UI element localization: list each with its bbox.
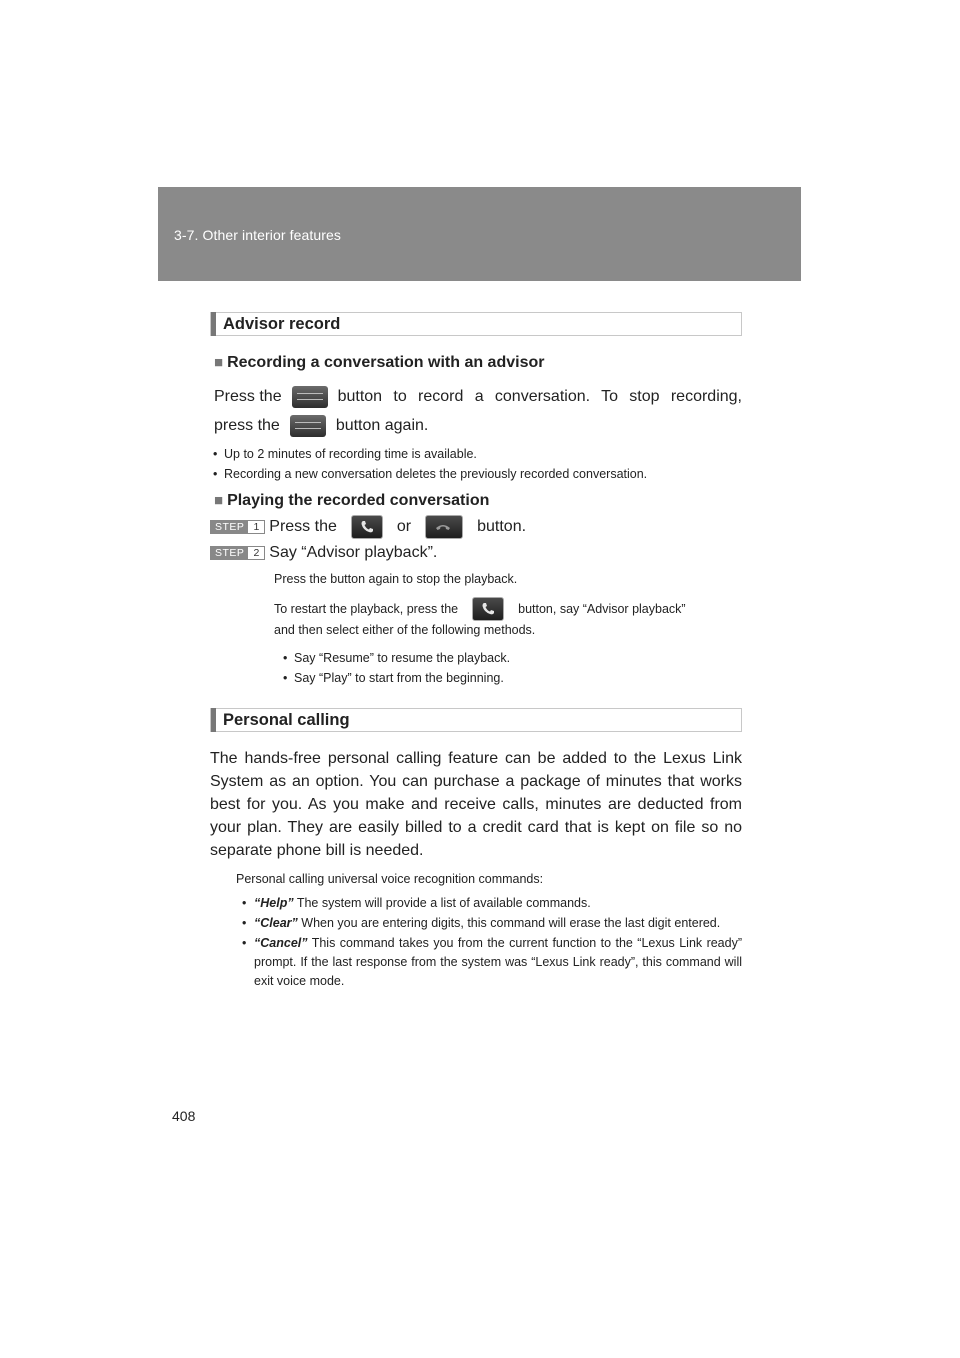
recording-para-part4: button again. <box>335 417 429 434</box>
step2-text: Say “Advisor playback”. <box>269 544 438 561</box>
page-content <box>210 312 742 992</box>
list-item: • Up to 2 minutes of recording time is available. <box>210 444 742 464</box>
service-button-icon <box>292 386 328 408</box>
service-button-icon <box>290 415 326 437</box>
step1-part1: Press the <box>269 518 337 535</box>
recording-paragraph <box>210 382 742 440</box>
list-item: • Recording a new conversation deletes the previously recorded conversation. <box>210 464 742 484</box>
playing-heading <box>210 488 742 514</box>
playback-restart-note: To restart the playback, press the button, say “Advisor playback” and then select either of the following methods. <box>210 597 742 640</box>
list-item: • “Cancel” This command takes you from the current function to the “Lexus Link ready” prompt. If the last response from the system was “Lexus Link ready”, this command will exit voice mode. <box>236 934 742 991</box>
command-list <box>210 894 742 991</box>
header-band <box>158 187 801 281</box>
playback-stop-note: Press the button again to stop the playback. <box>274 572 518 586</box>
phone-button-icon <box>351 515 383 539</box>
commands-intro: Personal calling universal voice recognition commands: <box>236 872 544 886</box>
personal-calling-body: The hands-free personal calling feature can be added to the Lexus Link System as an option. You can purchase a package of minutes that works best for you. As you make and receive calls, minutes are deducted from your plan. They are easily billed to a credit card that is kept on file so no separate phone bill is needed. <box>210 750 742 859</box>
square-bullet-icon: ■ <box>214 354 224 371</box>
list-item: • “Clear” When you are entering digits, this command will erase the last digit entered. <box>236 914 742 933</box>
restart-methods <box>210 648 742 688</box>
step1-part2: or <box>396 518 412 535</box>
phone-hangup-button-icon <box>425 515 463 539</box>
recording-heading <box>210 350 742 376</box>
step1-part3: button. <box>477 518 527 535</box>
phone-button-icon <box>472 597 504 621</box>
page-number: 408 <box>172 1108 196 1124</box>
section-title: 3-7. Other interior features <box>174 227 341 243</box>
step-2 <box>210 540 742 566</box>
square-bullet-icon: ■ <box>214 492 224 509</box>
step-1 <box>210 514 742 540</box>
list-item: • Say “Play” to start from the beginning. <box>280 668 742 688</box>
recording-notes <box>210 444 742 484</box>
list-item: • “Help” The system will provide a list of available commands. <box>236 894 742 913</box>
personal-calling-heading: Personal calling <box>210 708 742 732</box>
recording-heading-text: Recording a conversation with an advisor <box>227 354 545 371</box>
recording-para-part3: press the <box>214 417 280 434</box>
list-item: • Say “Resume” to resume the playback. <box>280 648 742 668</box>
step-badge: STEP 1 <box>210 520 265 534</box>
recording-para-part1: Press the <box>214 388 282 405</box>
step-badge: STEP 2 <box>210 546 265 560</box>
recording-para-part2: button to record a conversation. To stop recording, <box>337 388 742 405</box>
advisor-record-heading: Advisor record <box>210 312 742 336</box>
playing-heading-text: Playing the recorded conversation <box>227 492 490 509</box>
